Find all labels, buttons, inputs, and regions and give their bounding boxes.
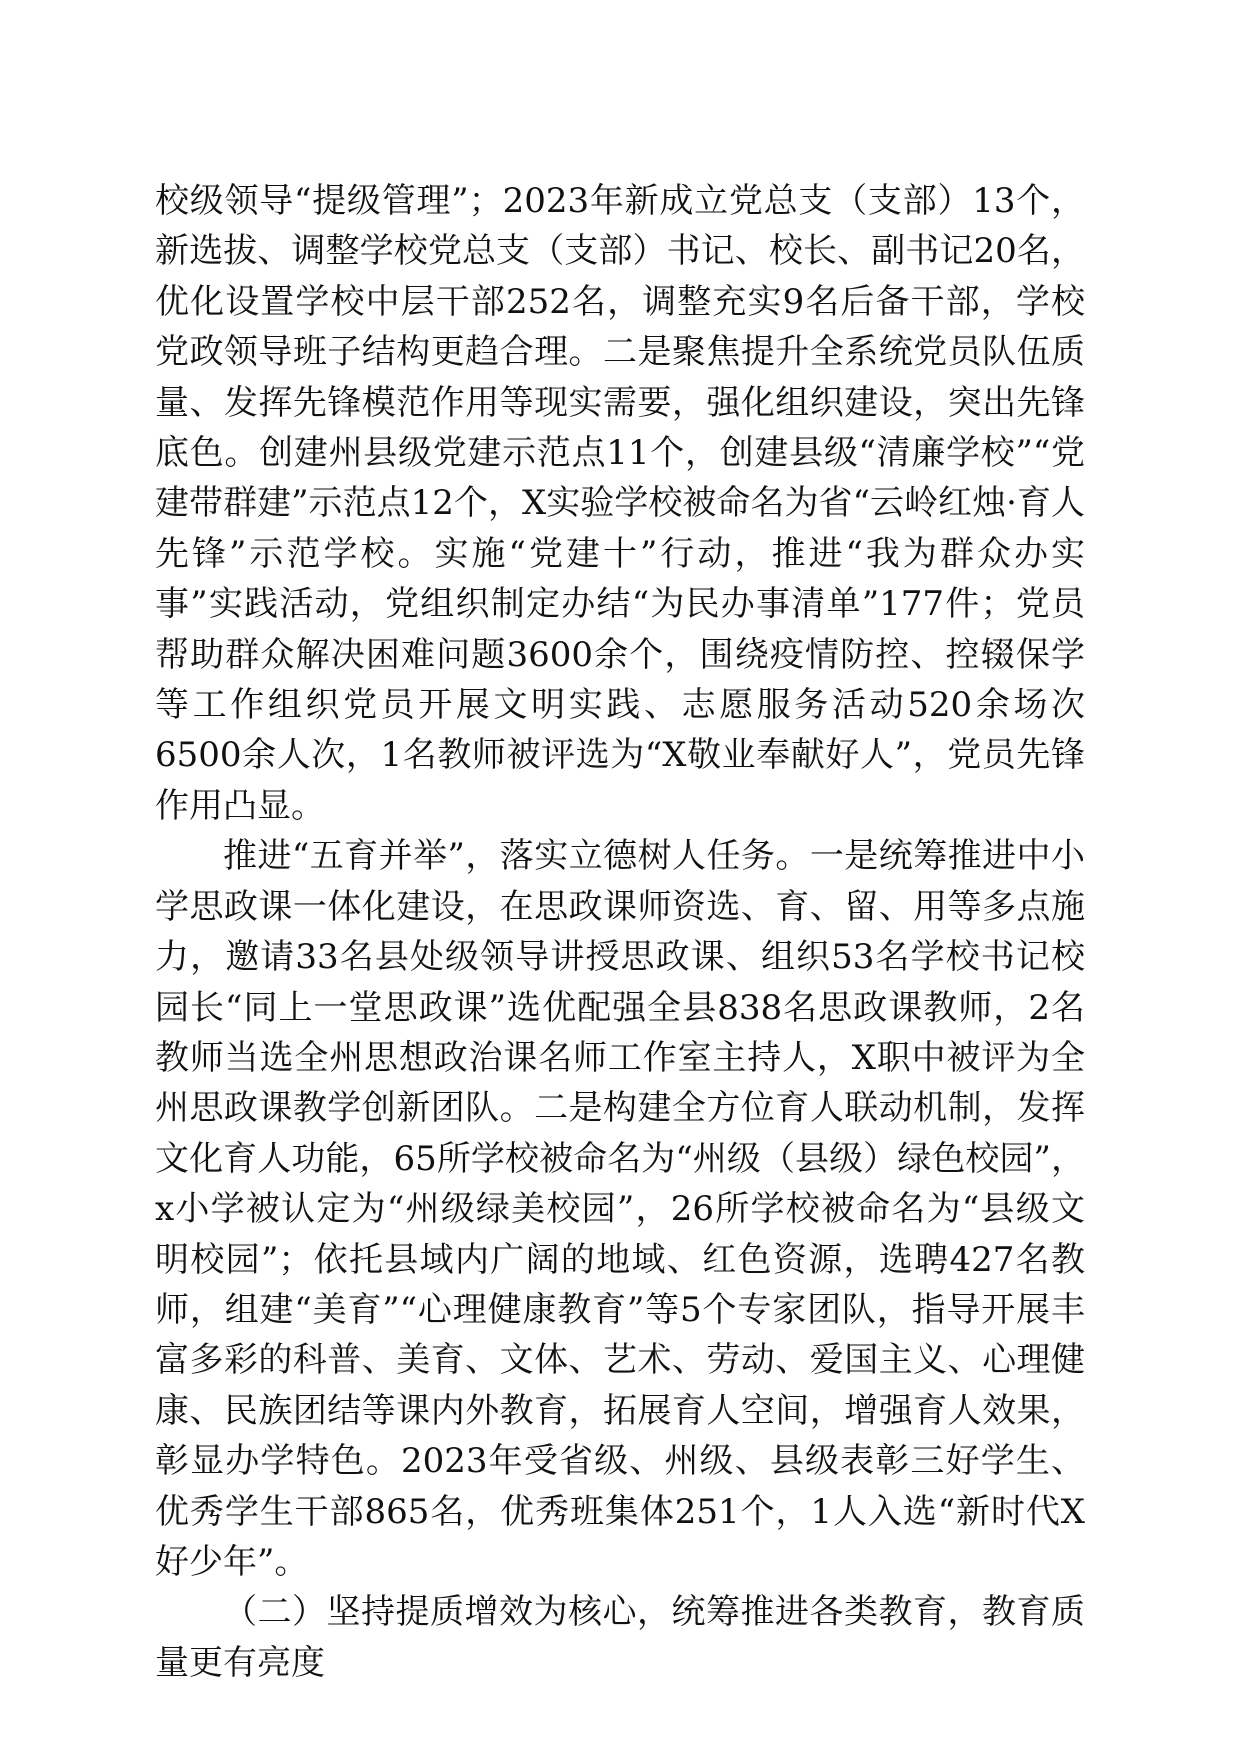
document-page <box>155 176 1085 1688</box>
body-paragraph-2: 推进“五育并举”，落实立德树人任务。一是统筹推进中小学思政课一体化建设，在思政课师资选、育、留、用等多点施力，邀请33名县处级领导讲授思政课、组织53名学校书记校园长“同上一堂思政课”选优配强全县838名思政课教师，2名教师当选全州思想政治课名师工作室主持人，X职中被评为全州思政课教学创新团队。二是构建全方位育人联动机制，发挥文化育人功能，65所学校被命名为“州级（县级）绿色校园”，x小学被认定为“州级绿美校园”，26所学校被命名为“县级文明校园”；依托县域内广阔的地域、红色资源，选聘427名教师，组建“美育”“心理健康教育”等5个专家团队，指导开展丰富多彩的科普、美育、文体、艺术、劳动、爱国主义、心理健康、民族团结等课内外教育，拓展育人空间，增强育人效果，彰显办学特色。2023年受省级、州级、县级表彰三好学生、优秀学生干部865名，优秀班集体251个，1人入选“新时代X好少年”。 <box>155 836 1085 1582</box>
section-heading-2: （二）坚持提质增效为核心，统筹推进各类教育，教育质量更有亮度 <box>155 1592 1085 1683</box>
body-paragraph-1: 校级领导“提级管理”；2023年新成立党总支（支部）13个，新选拔、调整学校党总支（支部）书记、校长、副书记20名，优化设置学校中层干部252名，调整充实9名后备干部，学校党政领导班子结构更趋合理。二是聚焦提升全系统党员队伍质量、发挥先锋模范作用等现实需要，强化组织建设，突出先锋底色。创建州县级党建示范点11个，创建县级“清廉学校”“党建带群建”示范点12个，X实验学校被命名为省“云岭红烛·育人先锋”示范学校。实施“党建十”行动，推进“我为群众办实事”实践活动，党组织制定办结“为民办事清单”177件；党员帮助群众解决困难问题3600余个，围绕疫情防控、控辍保学等工作组织党员开展文明实践、志愿服务活动520余场次6500余人次，1名教师被评选为“X敬业奉献好人”，党员先锋作用凸显。 <box>155 181 1085 826</box>
